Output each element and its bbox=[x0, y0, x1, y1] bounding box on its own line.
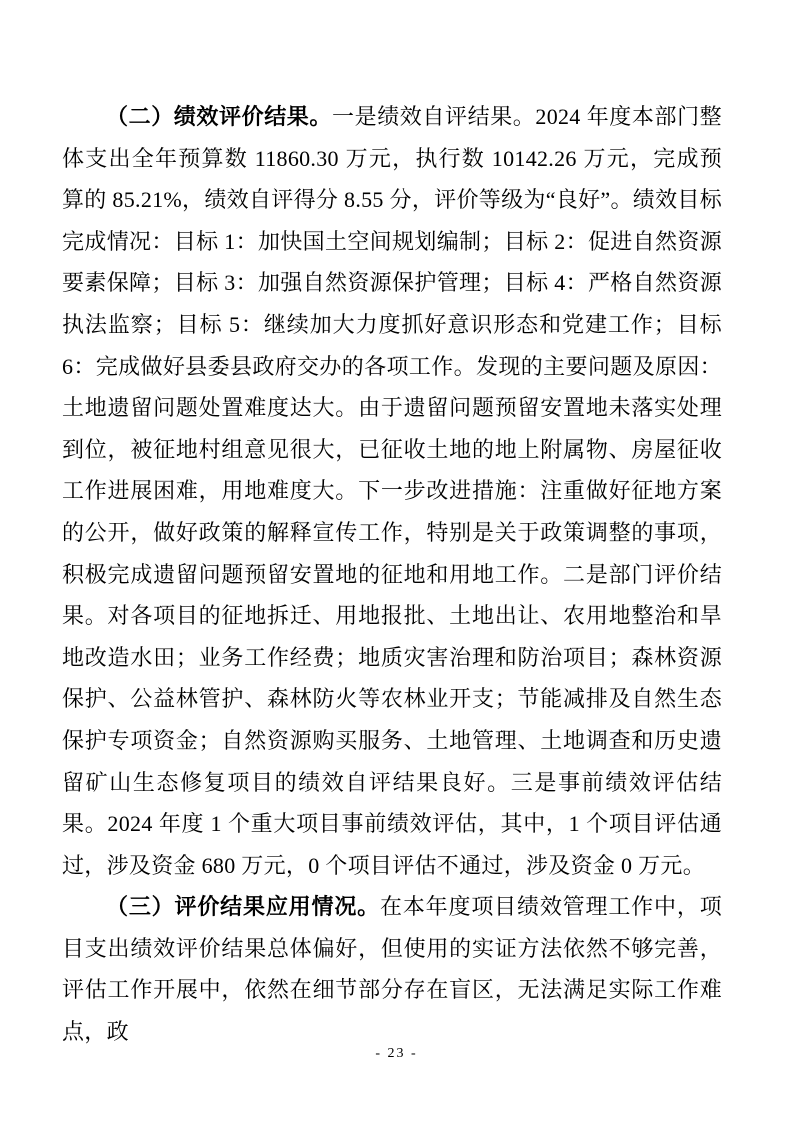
paragraph-lead-heading: （二）绩效评价结果。 bbox=[106, 104, 332, 129]
paragraph-body-text: 在本年度项目绩效管理工作中，项目支出绩效评价结果总体偏好，但使用的实证方法依然不够完善，评估工作开展中，依然在细节部分存在盲区，无法满足实际工作难点，政 bbox=[62, 894, 722, 1045]
page-number: - 23 - bbox=[375, 1046, 418, 1061]
document-body bbox=[62, 96, 722, 1053]
paragraph-performance-evaluation-results bbox=[62, 96, 722, 886]
paragraph-body-text: 一是绩效自评结果。2024 年度本部门整体支出全年预算数 11860.30 万元，执行数 10142.26 万元，完成预算的 85.21%，绩效自评得分 8.55 分，评价等级为“良好”。绩效目标完成情况：目标 1：加快国土空间规划编制；目标 2：促进自然资源要素保障；目标 3：加强自然资源保护管理；目标 4：严格自然资源执法监察；目标 5：继续加大力度抓好意识形态和党建工作；目标 6：完成做好县委县政府交办的各项工作。发现的主要问题及原因：土地遗留问题处置难度达大。由于遗留问题预留安置地未落实处理到位，被征地村组意见很大，已征收土地的地上附属物、房屋征收工作进展困难，用地难度大。下一步改进措施：注重做好征地方案的公开，做好政策的解释宣传工作，特别是关于政策调整的事项，积极完成遗留问题预留安置地的征地和用地工作。二是部门评价结果。对各项目的征地拆迁、用地报批、土地出让、农用地整治和旱地改造水田；业务工作经费；地质灾害治理和防治项目；森林资源保护、公益林管护、森林防火等农林业开支；节能减排及自然生态保护专项资金；自然资源购买服务、土地管理、土地调查和历史遗留矿山生态修复项目的绩效自评结果良好。三是事前绩效评估结果。2024 年度 1 个重大项目事前绩效评估，其中，1 个项目评估通过，涉及资金 680 万元，0 个项目评估不通过，涉及资金 0 万元。 bbox=[62, 104, 722, 878]
paragraph-lead-heading: （三）评价结果应用情况。 bbox=[106, 894, 381, 920]
page-footer bbox=[0, 1044, 793, 1062]
paragraph-evaluation-result-application bbox=[62, 886, 722, 1052]
